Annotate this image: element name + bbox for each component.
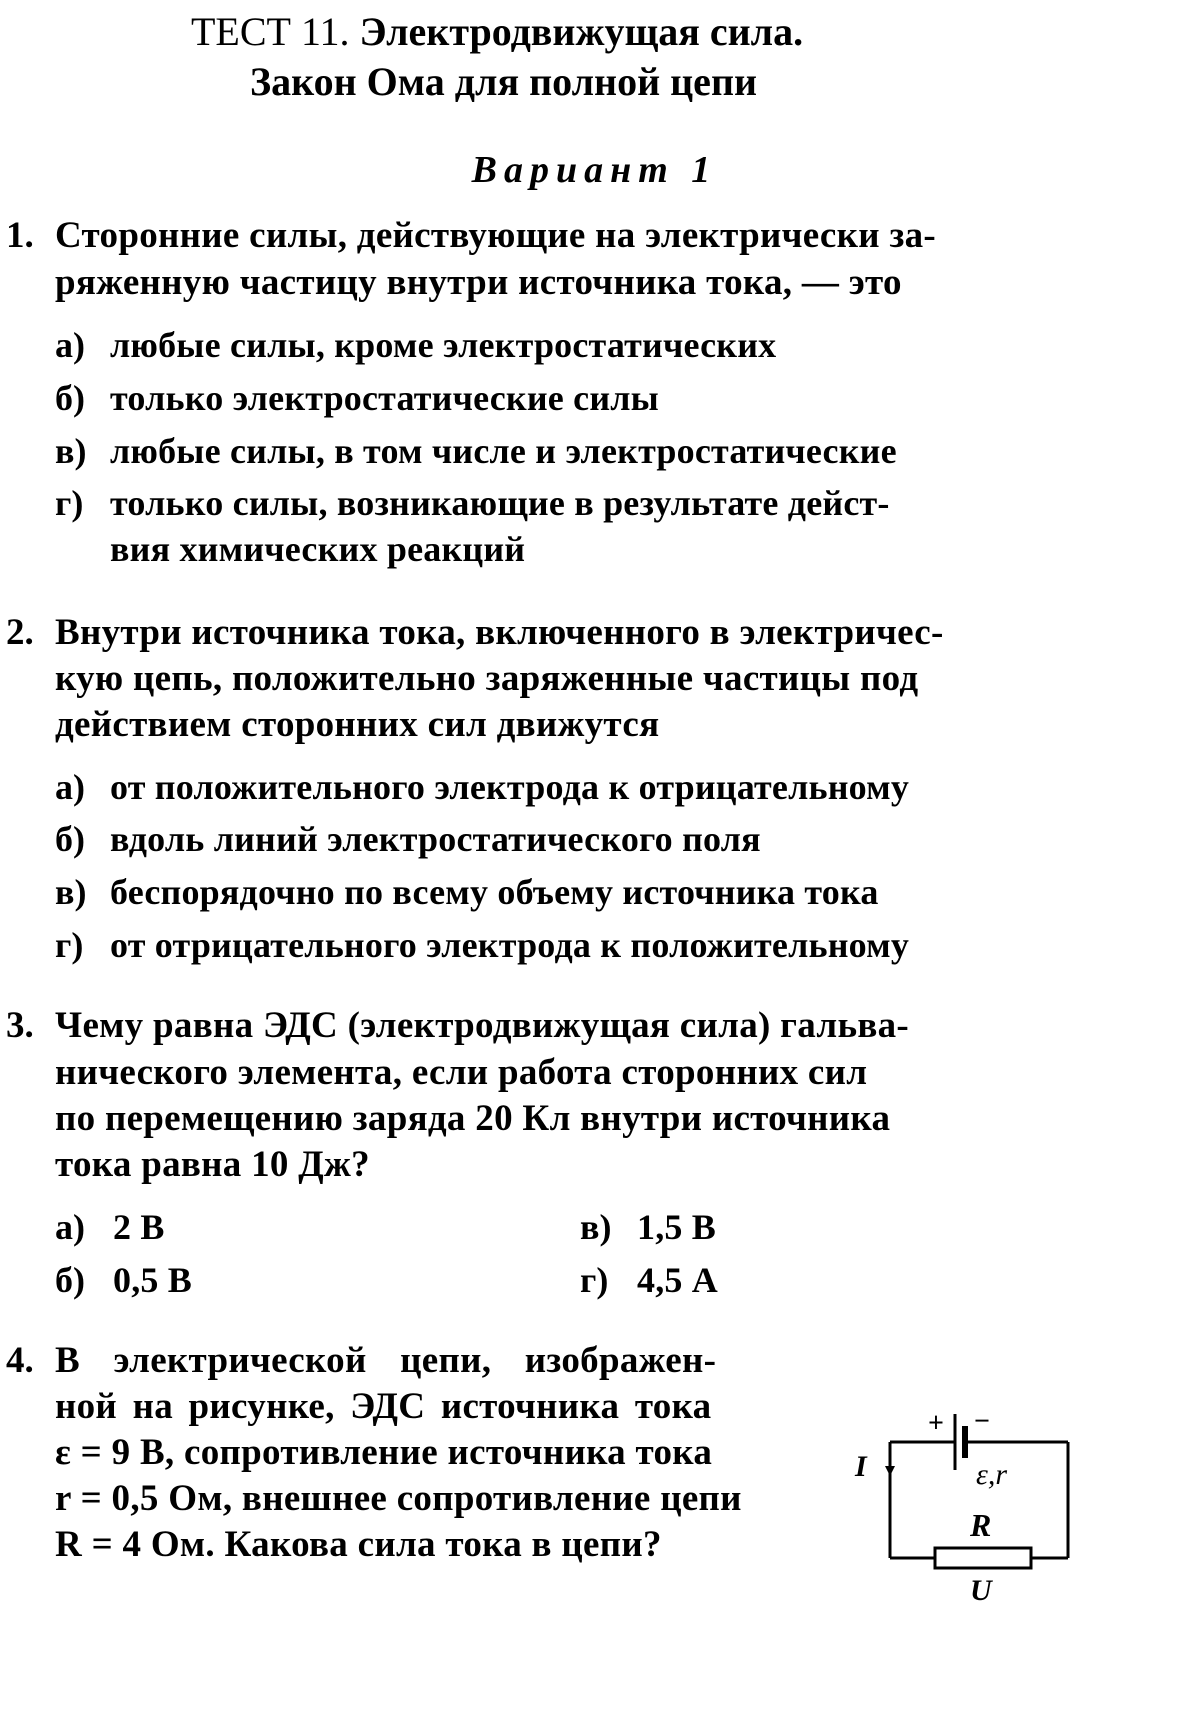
question-2-option-b-text: вдоль линий электростатического поля [110,819,761,859]
question-3-option-a-text: 2 В [113,1207,165,1247]
question-1-option-d-letter: г) [55,483,84,523]
current-arrow-icon [885,1466,895,1476]
question-4-text-line: ε = 9 В, сопротивление источника тока [55,1432,713,1473]
source-label: ε,r [976,1458,1007,1491]
question-1-option-d-text: вия химических реакций [110,529,526,569]
question-2-option-d-letter: г) [55,925,84,965]
question-1-text-line: ряженную частицу внутри источника тока, — это [55,262,902,303]
question-3-number: 3. [6,1005,34,1046]
question-3-option-d-letter: г) [580,1260,609,1300]
question-2-text-line: кую цепь, положительно заряженные частицы под [55,658,919,699]
question-4-text-line: r = 0,5 Ом, внешнее сопротивление цепи [55,1478,742,1519]
variant-label: Вариант 1 [471,149,718,191]
question-3-option-d-text: 4,5 А [637,1260,718,1300]
question-2-option-d-text: от отрицательного электрода к положительному [110,925,910,965]
current-label: I [855,1450,867,1483]
question-2-text-line: Внутри источника тока, включенного в электричес- [55,612,944,653]
battery-minus-label: − [974,1406,990,1437]
question-1-number: 1. [6,215,34,256]
question-2-option-b-letter: б) [55,819,85,859]
test-topic: Электродвижущая сила. [359,9,804,54]
question-3-text-line: нического элемента, если работа сторонних сил [55,1052,868,1093]
question-1-option-a-letter: а) [55,325,85,365]
circuit-diagram [855,1406,1089,1716]
battery-plus-label: + [928,1408,944,1439]
question-2-number: 2. [6,612,34,653]
question-1-text-line: Сторонние силы, действующие на электрически за- [55,215,937,256]
voltage-label: U [970,1574,992,1607]
test-title-line2: Закон Ома для полной цепи [250,59,758,104]
question-3-option-c-letter: в) [580,1207,612,1247]
question-3-option-b-text: 0,5 В [113,1260,193,1300]
question-3-option-a-letter: а) [55,1207,85,1247]
question-2-option-a-text: от положительного электрода к отрицательному [110,767,910,807]
question-1-option-c-letter: в) [55,431,87,471]
question-4-text-line: ной на рисунке, ЭДС источника тока [55,1386,712,1427]
question-4-text-line: В электрической цепи, изображен- [55,1340,717,1381]
resistor-label: R [970,1507,992,1543]
question-1-option-a-text: любые силы, кроме электростатических [110,325,777,365]
test-title-line1 [191,8,803,55]
question-4-number: 4. [6,1340,34,1381]
question-1-option-b-letter: б) [55,378,85,418]
question-1-option-b-text: только электростатические силы [110,378,659,418]
resistor [935,1548,1031,1568]
question-4-text-line: R = 4 Ом. Какова сила тока в цепи? [55,1524,662,1565]
question-1-option-c-text: любые силы, в том числе и электростатические [110,431,897,471]
question-3-option-b-letter: б) [55,1260,85,1300]
question-3-option-c-text: 1,5 В [637,1207,717,1247]
question-3-text-line: Чему равна ЭДС (электродвижущая сила) гальва- [55,1005,910,1046]
question-2-option-c-text: беспорядочно по всему объему источника тока [110,872,879,912]
question-2-text-line: действием сторонних сил движутся [55,704,660,745]
question-2-option-a-letter: а) [55,767,85,807]
question-1-option-d-text: только силы, возникающие в результате дейст- [110,483,890,523]
test-number: ТЕСТ 11. [191,9,350,54]
question-2-option-c-letter: в) [55,872,87,912]
question-3-text-line: по перемещению заряда 20 Кл внутри источника [55,1098,891,1139]
question-3-text-line: тока равна 10 Дж? [55,1144,370,1185]
